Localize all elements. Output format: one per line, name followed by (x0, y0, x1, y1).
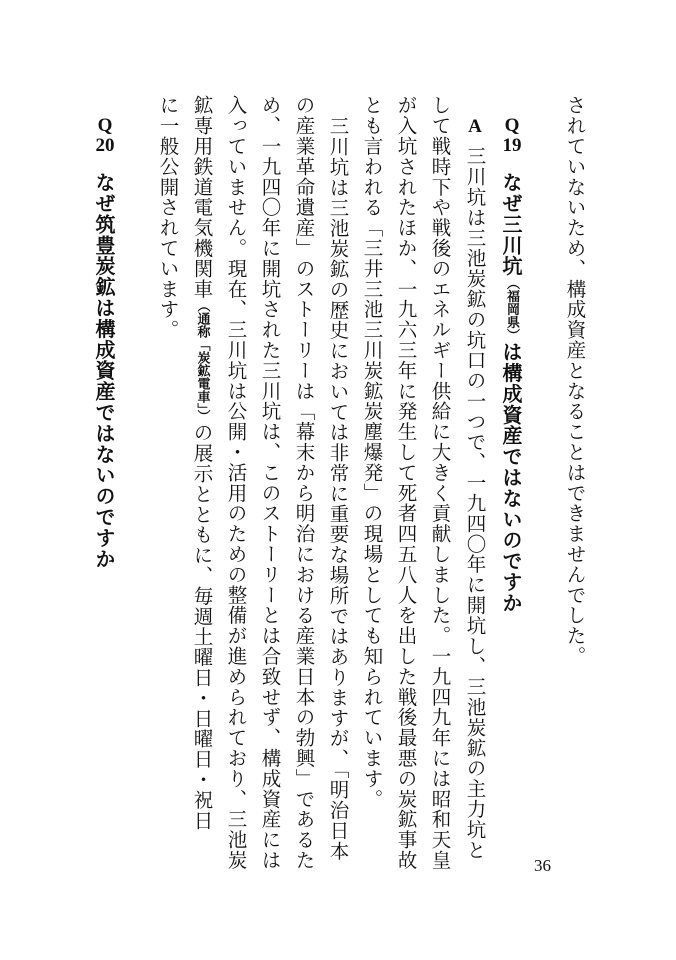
continuation-text: されていないため、構成資産となることはできませんでした。 (563, 95, 587, 667)
answer-line-1: 三川坑は三池炭鉱の坑口の一つで、一九四〇年に開坑し、三池炭鉱の主力坑と (463, 146, 487, 860)
q20-label-q: Q (97, 115, 113, 136)
answer-line-7: め、一九四〇年に開坑された三川坑は、このストーリーとは合致せず、構成資産には (258, 95, 282, 871)
answer-line-4: とも言われる「三井三池三川炭鉱炭塵爆発」の現場としても知られています。 (360, 95, 384, 809)
q19-heading-main: なぜ三川坑 (499, 172, 523, 277)
answer-line-9 (192, 95, 212, 831)
answer-line-5: 三川坑は三池炭鉱の歴史においては非常に重要な場所ではありますが、「明治日本 (326, 116, 350, 862)
q20-label (89, 116, 121, 156)
answer-line-2: して戦時下や戦後のエネルギー供給に大きく貢献しました。一九四九年には昭和天皇 (428, 95, 452, 871)
answer-line-6: の産業革命遺産」のストーリーは「幕末から明治における産業日本の勃興」であるた (292, 95, 316, 871)
q20-heading: なぜ筑豊炭鉱は構成資産ではないのですか (92, 172, 116, 570)
answer-line-9-end: の展示とともに、毎週土曜日・日曜日・祝日 (190, 422, 214, 831)
answer-line-10: に一般公開されています。 (156, 95, 180, 340)
q19-heading (501, 172, 521, 613)
answer-line-9-start: 鉱専用鉄道電気機関車 (190, 95, 214, 299)
answer-line-8: 入っていません。現在、三川坑は公開・活用のための整備が進められており、三池炭 (224, 95, 248, 871)
q19-heading-note: （福岡県） (504, 276, 519, 342)
answer-line-9-note: （通称「炭鉱電車」） (194, 299, 210, 423)
page-number: 36 (534, 856, 551, 875)
answer-label: A (468, 116, 482, 137)
q19-label-q: Q (504, 115, 520, 136)
q19-heading-end: は構成資産ではないのですか (499, 341, 523, 614)
q20-label-number: 20 (95, 135, 115, 156)
q19-label-number: 19 (502, 135, 522, 156)
q19-label (496, 116, 528, 156)
answer-line-3: が入坑されたほか、一九六三年に発生して死者四五八人を出した戦後最悪の炭鉱事故 (394, 95, 418, 871)
